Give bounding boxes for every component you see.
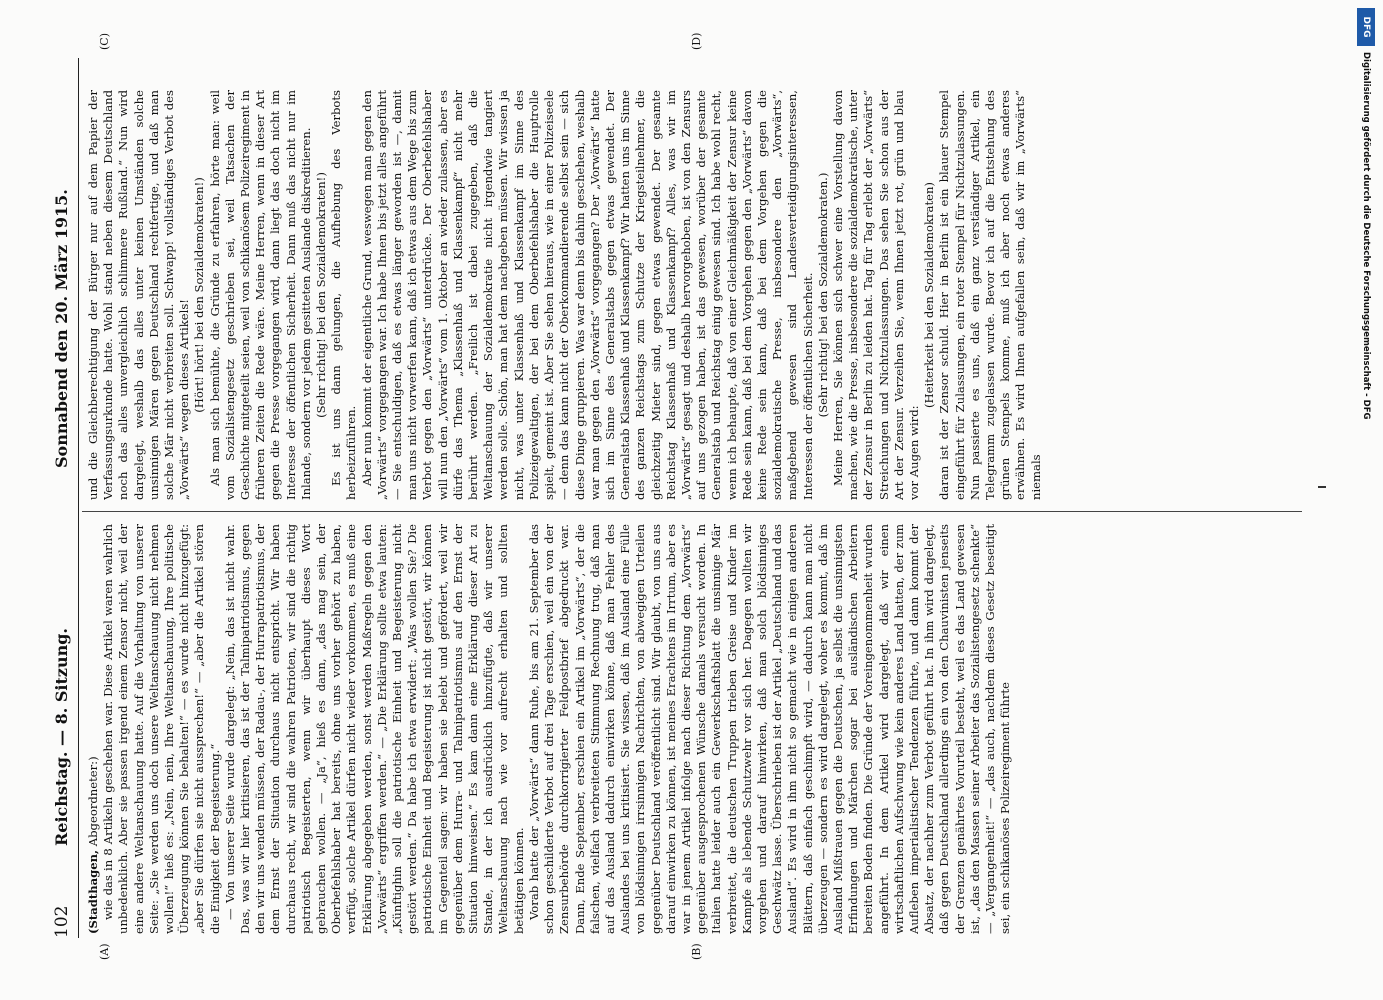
interjection: (Sehr richtig! bei den Sozialdemokraten!) bbox=[314, 172, 329, 418]
margin-mark-a: (A) bbox=[98, 943, 111, 960]
margin-mark-d: (D) bbox=[690, 32, 703, 50]
interjection: (Hört! hört! bei den Sozialdemokraten!) bbox=[192, 177, 207, 413]
speaker-role: Abgeordneter:) bbox=[86, 756, 100, 850]
header-rule bbox=[78, 58, 79, 938]
column-divider bbox=[82, 511, 1302, 512]
digitization-note-text: Digitalisierung gefördert durch die Deutsche Forschungsgemeinschaft - DFG bbox=[1361, 52, 1371, 420]
margin-mark-b: (B) bbox=[690, 943, 703, 960]
header-left-title: Reichstag. — 8. Sitzung. bbox=[52, 628, 71, 846]
fold-mark bbox=[1318, 486, 1326, 488]
paragraph: Aber nun kommt der eigentliche Grund, weswegen man gegen den „Vorwärts“ vorgegangen war. Ich habe Ihnen bis jetzt alles angeführt — Sie entschuldigen, daß es etwas länger geworden ist —, damit man uns nicht vorwerfen kann, daß ich etwas aus dem Wege bis zum Verbot gegen den „Vorwärts“ unterdrücke. Der Oberbefehlshaber will nun den „Vorwärts“ vom 1. Oktober an wieder zulassen, aber es dürfe das Thema „Klassenhaß und Klassenkampf“ nicht mehr berührt werden. „Freilich ist dabei zugegeben, daß die Weltanschauung der Sozialdemokratie nicht irgendwie tangiert werden solle. Schön, man hat dem nachgeben müssen. Wir wissen ja nicht, was unter Klassenhaß und Klassenkampf im Sinne des Polizeigewaltigen, der bei dem Oberbefehlshaber die Hauptrolle spielt, gemeint ist. Aber Sie sehen hieraus, wie in einer Polizeiseele — denn das kann nicht der Oberkommandierende selbst sein — sich diese Dinge gruppieren. Was war denn bis dahin geschehen, weshalb war man gegen den „Vorwärts“ vorgegangen? Der „Vorwärts“ hatte sich im Sinne des Generalstabs gegen etwas gewendet. Der Generalstab Klassenhaß und Klassenkampf? Wir hatten uns im Sinne des ganzen Reichstags zum Schutze der Kriegsteilnehmer, die gleichzeitig Mieter sind, gegen etwas gewendet. Der gesamte Reichstag Klassenhaß und Klassenkampf? Alles, was wir im „Vorwärts“ gesagt und deshalb hervorgehoben, ist von den Zensurs auf uns gezogen haben, ist das gewesen, worüber der gesamte Generalstab und Reichstag einig gewesen sind. Ich habe wohl recht, wenn ich behaupte, daß von einer Gleichmäßigkeit der Zensur keine Rede sein kann, daß bei dem Vorgehen gegen den „Vorwärts“ davon keine Rede sein kann, daß bei dem Vorgehen gegen die sozialdemokratische Presse, insbesondere den „Vorwärts“, maßgebend gewesen sind Landesverteidigungsinteressen, Interessen der öffentlichen Sicherheit. bbox=[359, 90, 815, 500]
paragraph: — Von unserer Seite wurde dargelegt: „Nein, das ist nicht wahr. Das, was wir hier kritisieren, das ist der Talmipatriotismus, gegen den wir uns wenden müssen, der Radau-, der Hurrapatriotismus, der dem Ernst der Situation durchaus nicht entspricht. Wir haben durchaus recht, wir sind die wahren Patrioten, wir sind die richtig patriotisch Begeisterten, wenn wir überhaupt dieses Wort gebrauchen wollen. — „Ja“, hieß es dann, „das mag sein, der Oberbefehlshaber hat bereits, ohne uns vorher gehört zu haben, verfügt, solche Artikel dürfen nicht wieder vorkommen, es muß eine Erklärung abgegeben werden, sonst werden Maßregeln gegen den „Vorwärts“ ergriffen werden.“ — „Die Erklärung sollte etwa lauten: „Künftighin soll die patriotische Einheit und Begeisterung nicht gestört werden.“ Da habe ich etwa erwidert: „Was wollen Sie? Die patriotische Einheit und Begeisterung ist nicht gestört, wir können im Gegenteil sagen: wir haben sie belebt und gefördert, weil wir gegenüber dem Hurra- und Talmipatriotismus auf den Ernst der Situation hinweisen.“ Es kam dann eine Erklärung dieser Art zu Stande, in der ich ausdrücklich hinzufügte, daß wir unserer Weltanschauung nach wie vor aufrecht erhalten und sollten betätigen können. bbox=[222, 524, 526, 934]
paragraph: Es ist uns dann gelungen, die Aufhebung des Verbots herbeizuführen. bbox=[329, 90, 359, 500]
margin-mark-c: (C) bbox=[98, 33, 111, 50]
paragraph: Als man sich bemühte, die Gründe zu erfahren, hörte man: weil vom Sozialistengesetz geschrieben sei, weil Tatsachen der Geschichte mitgeteilt seien, weil von schikanösem Polizeiregiment in früheren Zeiten die Rede wäre. Meine Herren, wenn in dieser Art gegen die Presse vorgegangen wird, dann liegt das doch nicht im Interesse der öffentlichen Sicherheit. Dann muß das nicht nur im Inlande, sondern vor jedem gesitteten Auslande diskreditieren. bbox=[207, 90, 313, 500]
speaker-line bbox=[86, 524, 101, 934]
text-column-left bbox=[86, 524, 1296, 934]
page-number: 102 bbox=[52, 905, 72, 938]
text-column-right bbox=[86, 90, 1296, 500]
interjection: (Sehr richtig! bei den Sozialdemokraten.) bbox=[815, 172, 830, 418]
interjection: (Heiterkeit bei den Sozialdemokraten) bbox=[922, 182, 937, 408]
dfg-logo-text: DFG bbox=[1361, 16, 1371, 38]
paragraph: wie das in 8 Artikeln geschehen war. Diese Artikel waren wahrlich unbedenklich. Aber sie passen irgend einem Zensor nicht, weil der eine andere Weltanschauung hatte. Auf die Vorhaltung von unserer Seite: „Sie werden uns doch unsere Weltanschauung nicht nehmen wollen!“ hieß es: „Nein, nein, Ihre Weltanschauung, Ihre politische Überzeugung können Sie behalten!“ — es wurde nicht hinzugefügt: „aber Sie dürfen sie nicht aussprechen!“ — „aber die Artikel stören die Einigkeit der Begeisterung.“ bbox=[101, 524, 222, 934]
paragraph: Meine Herren, Sie können sich schwer eine Vorstellung davon machen, wie die Presse, insbesondere die sozialdemokratische, unter der Zensur in Berlin zu leiden hat. Tag für Tag erlebt der „Vorwärts“ Streichungen und Nichtzulassungen. Das sehen Sie schon aus der Art der Zensur. Verzeihen Sie, wenn Ihnen jetzt rot, grün und blau vor Augen wird: bbox=[830, 90, 921, 500]
paragraph: Vorab hatte der „Vorwärts“ dann Ruhe, bis am 21. September das schon geschilderte Verbot auf drei Tage erschien, weil ein von der Zensurbehörde durchkorrigierter Feldpostbrief abgedruckt war. Dann, Ende September, erschien ein Artikel im „Vorwärts“, der die falschen, vielfach verbreiteten Stimmung Rechnung trug, daß man auf das Ausland dadurch einwirken könne, daß man Fehler des Auslandes bei uns kritisiert. Sie wissen, daß im Ausland eine Fülle von blödsinnigen irrsinnigen Nachrichten, von abwegigen Urteilen gegenüber Deutschland veröffentlicht sind. Wir glaubt, von uns aus darauf einwirken zu können, ist meines Erachtens im Irrtum, aber es war in jenem Artikel infolge nach dieser Richtung dem „Vorwärts“ gegenüber ausgesprochenen Wünsche damals versucht worden. In Italien hatte leider auch ein Gewerkschaftsblatt die unsinnige Mär verbreitet, die deutschen Truppen trieben Greise und Kinder im Kampfe als lebende Schutzwehr vor sich her. Dagegen wollten wir vorgehen und darauf hinwirken, daß man solch blödsinniges Geschwätz lasse. Überschrieben ist der Artikel „Deutschland und das Ausland“. Es wird in ihm nicht so gemacht wie in einigen anderen Blättern, daß einfach geschimpft wird, — dadurch kann man nicht überzeugen — sondern es wird dargelegt, woher es kommt, daß im Ausland Mißtrauen gegen die Deutschen, ja selbst die unsinnigsten Erfindungen und Märchen sogar bei ausländischen Arbeitern bereiten Boden finden. Die Gründe der Voreingenommenheit wurden angeführt. In dem Artikel wird dargelegt, daß wir einen wirtschaftlichen Aufschwung wie kein anderes Land hatten, der zum Aufleben imperialistischer Tendenzen führte, und dann kommt der Absatz, der nachher zum Verbot geführt hat. In ihm wird dargelegt, daß gegen Deutschland allerdings ein von den Chauvinisten jenseits der Grenzen genährtes Vorurteil besteht, weil es das Land gewesen ist, „das den Massen seiner Arbeiter das Sozialistengesetz schenkte“ — „Vergangenheit!“ — „das auch, nachdem dieses Gesetz beseitigt sei, ein schikanöses Polizeiregiment führte bbox=[526, 524, 1013, 934]
header-right-title: Sonnabend den 20. März 1915. bbox=[52, 189, 71, 468]
paragraph: und die Gleichberechtigung der Bürger nur auf dem Papier der Verfassungsurkunde hatte. Wohl stand neben diesem Deutschland noch das alles unvergleichlich schlimmere Rußland.“ Nun wird dargelegt, weshalb das alles unter keinen Umständen solche unsinnigen Mären gegen Deutschland rechtfertige, und daß man solche Mär nicht verbreiten soll. Schwapp! vollständiges Verbot des „Vorwärts“ wegen dieses Artikels! bbox=[86, 90, 192, 500]
dfg-logo bbox=[1357, 8, 1375, 46]
speaker-name: (Stadthagen, bbox=[86, 849, 100, 934]
paragraph: daran ist der Zensor schuld. Hier in Berlin ist ein blauer Stempel eingeführt für Zulassungen, ein roter Stempel für Nichtzulassungen. Nun passierte es uns, daß ein ganz verständiger Artikel, ein Telegramm zugelassen wurde. Bevor ich auf die Entstehung des grünen Stempels komme, muß ich aber noch etwas anderes erwähnen. Es wird Ihnen aufgefallen sein, daß wir im „Vorwärts“ niemals bbox=[937, 90, 1043, 500]
page-header bbox=[50, 38, 76, 938]
digitization-note bbox=[1355, 52, 1377, 652]
